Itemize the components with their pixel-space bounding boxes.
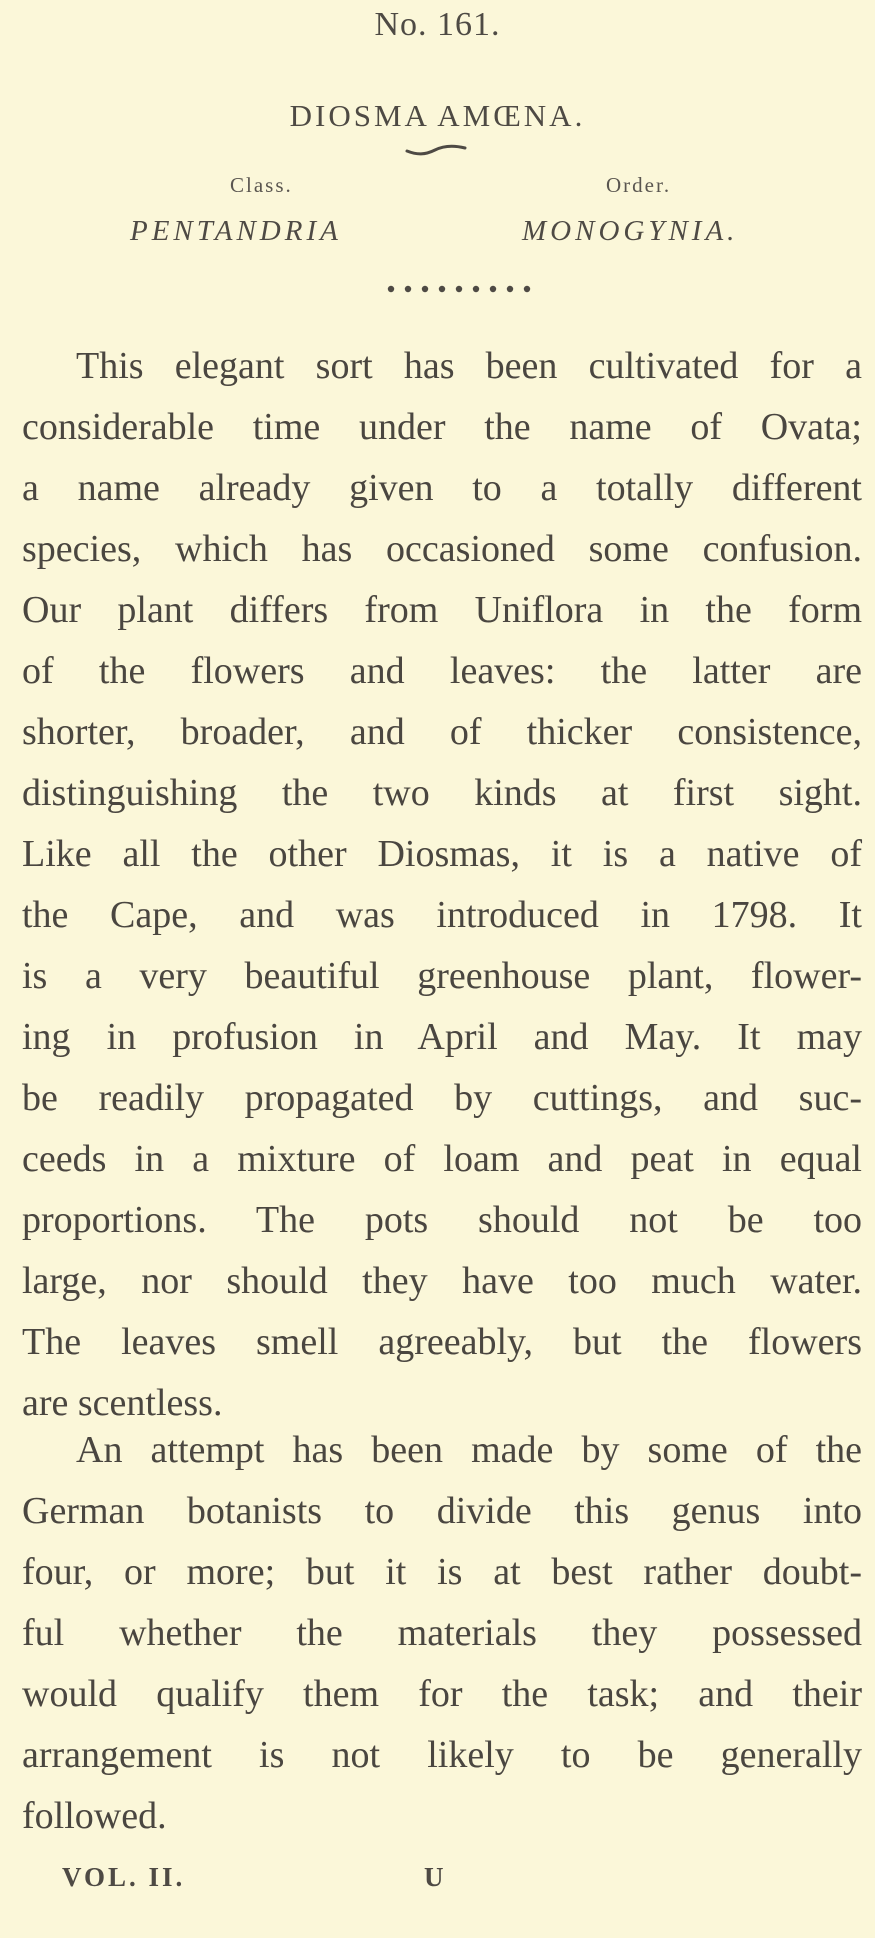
text-line: would qualify them for the task; and their	[22, 1673, 862, 1715]
text-line: shorter, broader, and of thicker consistence,	[22, 711, 862, 753]
dotted-divider	[385, 283, 533, 295]
text-line: Like all the other Diosmas, it is a native of	[22, 833, 862, 875]
text-line: proportions. The pots should not be too	[22, 1199, 862, 1241]
text-line: a name already given to a totally different	[22, 467, 862, 509]
text-line: German botanists to divide this genus into	[22, 1490, 862, 1532]
text-line: four, or more; but it is at best rather doubt-	[22, 1551, 862, 1593]
paragraph-2	[22, 1420, 862, 1847]
text-line: species, which has occasioned some confusion.	[22, 528, 862, 570]
text-line: be readily propagated by cuttings, and suc-	[22, 1077, 862, 1119]
class-value: PENTANDRIA	[130, 215, 342, 247]
text-line: distinguishing the two kinds at first sight.	[22, 772, 862, 814]
paragraph-1	[22, 336, 862, 1434]
species-title: DIOSMA AMŒNA.	[289, 98, 586, 133]
text-line: ceeds in a mixture of loam and peat in equal	[22, 1138, 862, 1180]
text-line: considerable time under the name of Ovata;	[22, 406, 862, 448]
volume-mark: VOL. II.	[62, 1862, 186, 1892]
text-line: are scentless.	[22, 1382, 223, 1424]
signature-mark: U	[424, 1862, 444, 1892]
order-value: MONOGYNIA.	[522, 215, 739, 247]
text-line: large, nor should they have too much water.	[22, 1260, 862, 1302]
class-label: Class.	[230, 173, 293, 197]
text-line: arrangement is not likely to be generally	[22, 1734, 862, 1776]
text-line: ful whether the materials they possessed	[22, 1612, 862, 1654]
text-line: is a very beautiful greenhouse plant, flower-	[22, 955, 862, 997]
text-line: Our plant differs from Uniflora in the form	[22, 589, 862, 631]
text-line: of the flowers and leaves: the latter are	[22, 650, 862, 692]
text-line: the Cape, and was introduced in 1798. It	[22, 894, 862, 936]
text-line: The leaves smell agreeably, but the flowers	[22, 1321, 862, 1363]
flourish-ornament	[403, 142, 469, 156]
text-line: followed.	[22, 1795, 167, 1837]
plate-number: No. 161.	[374, 6, 501, 43]
text-line: An attempt has been made by some of the	[76, 1429, 862, 1471]
text-line: This elegant sort has been cultivated for a	[76, 345, 862, 387]
order-label: Order.	[606, 173, 672, 197]
text-line: ing in profusion in April and May. It may	[22, 1016, 862, 1058]
